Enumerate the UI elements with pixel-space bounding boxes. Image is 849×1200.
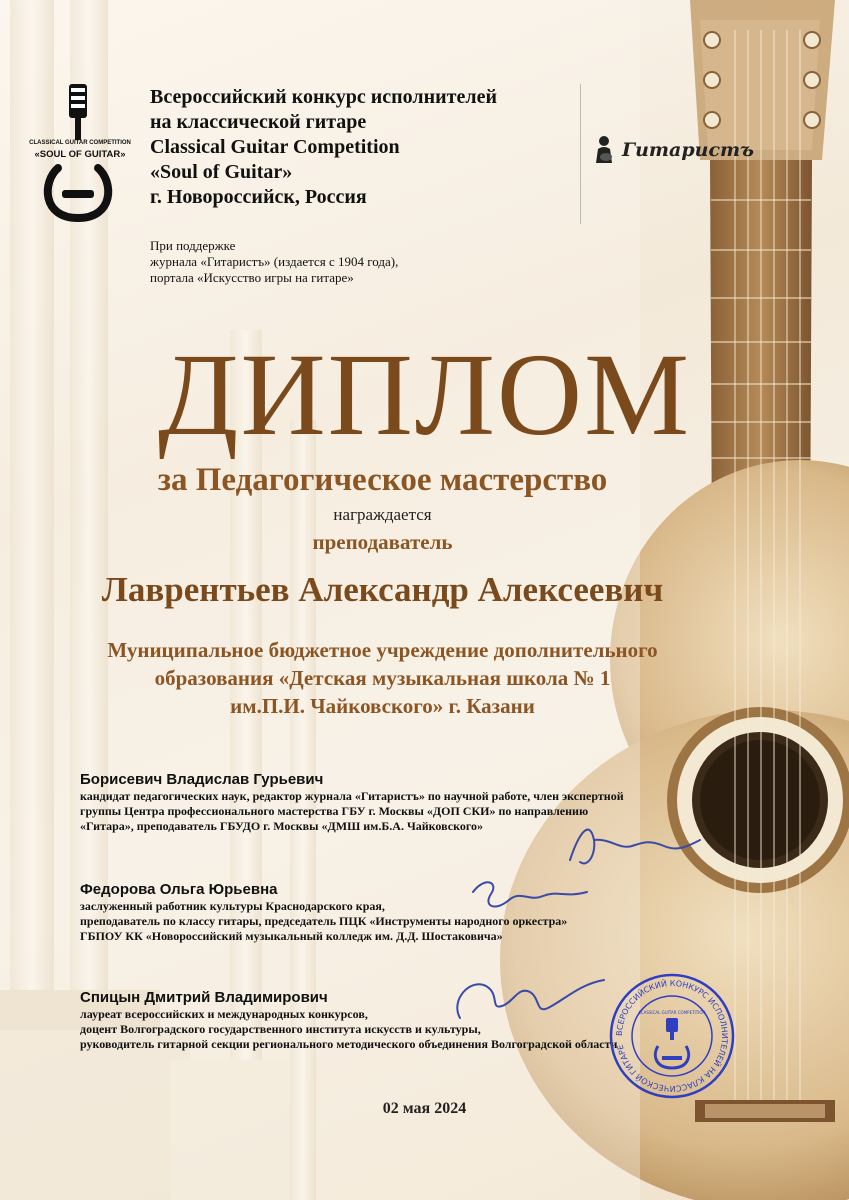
official-stamp xyxy=(608,972,736,1100)
svg-text:ВСЕРОССИЙСКИЙ КОНКУРС ИСПОЛНИТ: ВСЕРОССИЙСКИЙ КОНКУРС ИСПОЛНИТЕЛЕЙ НА КЛАССИЧЕСКОЙ ГИТАРЕ xyxy=(614,978,730,1094)
jury-desc-line: «Гитара», преподаватель ГБУДО г. Москвы «ДМШ им.Б.А. Чайковского» xyxy=(80,819,483,833)
header-line: г. Новороссийск, Россия xyxy=(150,186,367,208)
competition-header xyxy=(150,85,580,210)
support-line: журнала «Гитаристъ» (издается с 1904 года), xyxy=(150,254,399,269)
institution xyxy=(0,636,765,720)
header-divider xyxy=(580,84,581,224)
support-line: портала «Искусство игры на гитаре» xyxy=(150,270,354,285)
jury-desc-line: руководитель гитарной секции регионального методического объединения Волгоградской области xyxy=(80,1037,618,1051)
jury-desc-line: доцент Волгоградского государственного института искусств и культуры, xyxy=(80,1022,481,1036)
institution-line: образования «Детская музыкальная школа № 1 xyxy=(154,666,611,690)
diploma-subtitle: за Педагогическое мастерство xyxy=(157,462,608,498)
jury-desc-line: преподаватель по классу гитары, председатель ПЦК «Инструменты народного оркестра» xyxy=(80,914,568,928)
jury-name: Борисевич Владислав Гурьевич xyxy=(80,771,324,788)
institution-line: им.П.И. Чайковского» г. Казани xyxy=(230,694,535,718)
header-line: «Soul of Guitar» xyxy=(150,161,293,183)
support-line: При поддержке xyxy=(150,238,236,253)
header-line: Всероссийский конкурс исполнителей xyxy=(150,86,497,108)
award-date: 02 мая 2024 xyxy=(382,1100,467,1117)
header-line: на классической гитаре xyxy=(150,111,367,133)
jury-desc-line: заслуженный работник культуры Краснодарского края, xyxy=(80,899,385,913)
signature-spitsyn xyxy=(440,970,610,1030)
logo-caption-big: «SOUL OF GUITAR» xyxy=(34,149,126,160)
svg-text:CLASSICAL GUITAR COMPETITION: CLASSICAL GUITAR COMPETITION xyxy=(638,1010,706,1015)
jury-desc-line: кандидат педагогических наук, редактор журнала «Гитаристъ» по научной работе, член экспертной xyxy=(80,789,624,803)
institution-line: Муниципальное бюджетное учреждение дополнительного xyxy=(107,638,658,662)
guitarist-figure-icon xyxy=(592,135,616,165)
partner-logo xyxy=(592,135,754,165)
jury-desc-line: группы Центра профессионального мастерства ГБУ г. Москвы «ДОП СКИ» по направлению xyxy=(80,804,589,818)
jury-desc-line: ГБПОУ КК «Новороссийский музыкальный колледж им. Д.Д. Шостаковича» xyxy=(80,929,503,943)
signature-borisevich xyxy=(560,810,710,880)
diploma-title: ДИПЛОМ xyxy=(157,329,692,460)
jury-desc-line: лауреат всероссийских и международных конкурсов, xyxy=(80,1007,368,1021)
header-line: Classical Guitar Competition xyxy=(150,136,400,158)
partner-logo-text: Гитаристъ xyxy=(622,139,754,161)
signature-fedorova xyxy=(465,872,595,922)
jury-name: Спицын Дмитрий Владимирович xyxy=(80,989,328,1006)
jury-member xyxy=(80,880,760,944)
support-note xyxy=(150,238,580,286)
recipient-role: преподаватель xyxy=(312,530,453,554)
jury-name: Федорова Ольга Юрьевна xyxy=(80,881,278,898)
awarded-label: награждается xyxy=(333,505,432,524)
logo-caption-small: CLASSICAL GUITAR COMPETITION xyxy=(29,140,131,146)
recipient-name: Лаврентьев Александр Алексеевич xyxy=(101,570,664,609)
